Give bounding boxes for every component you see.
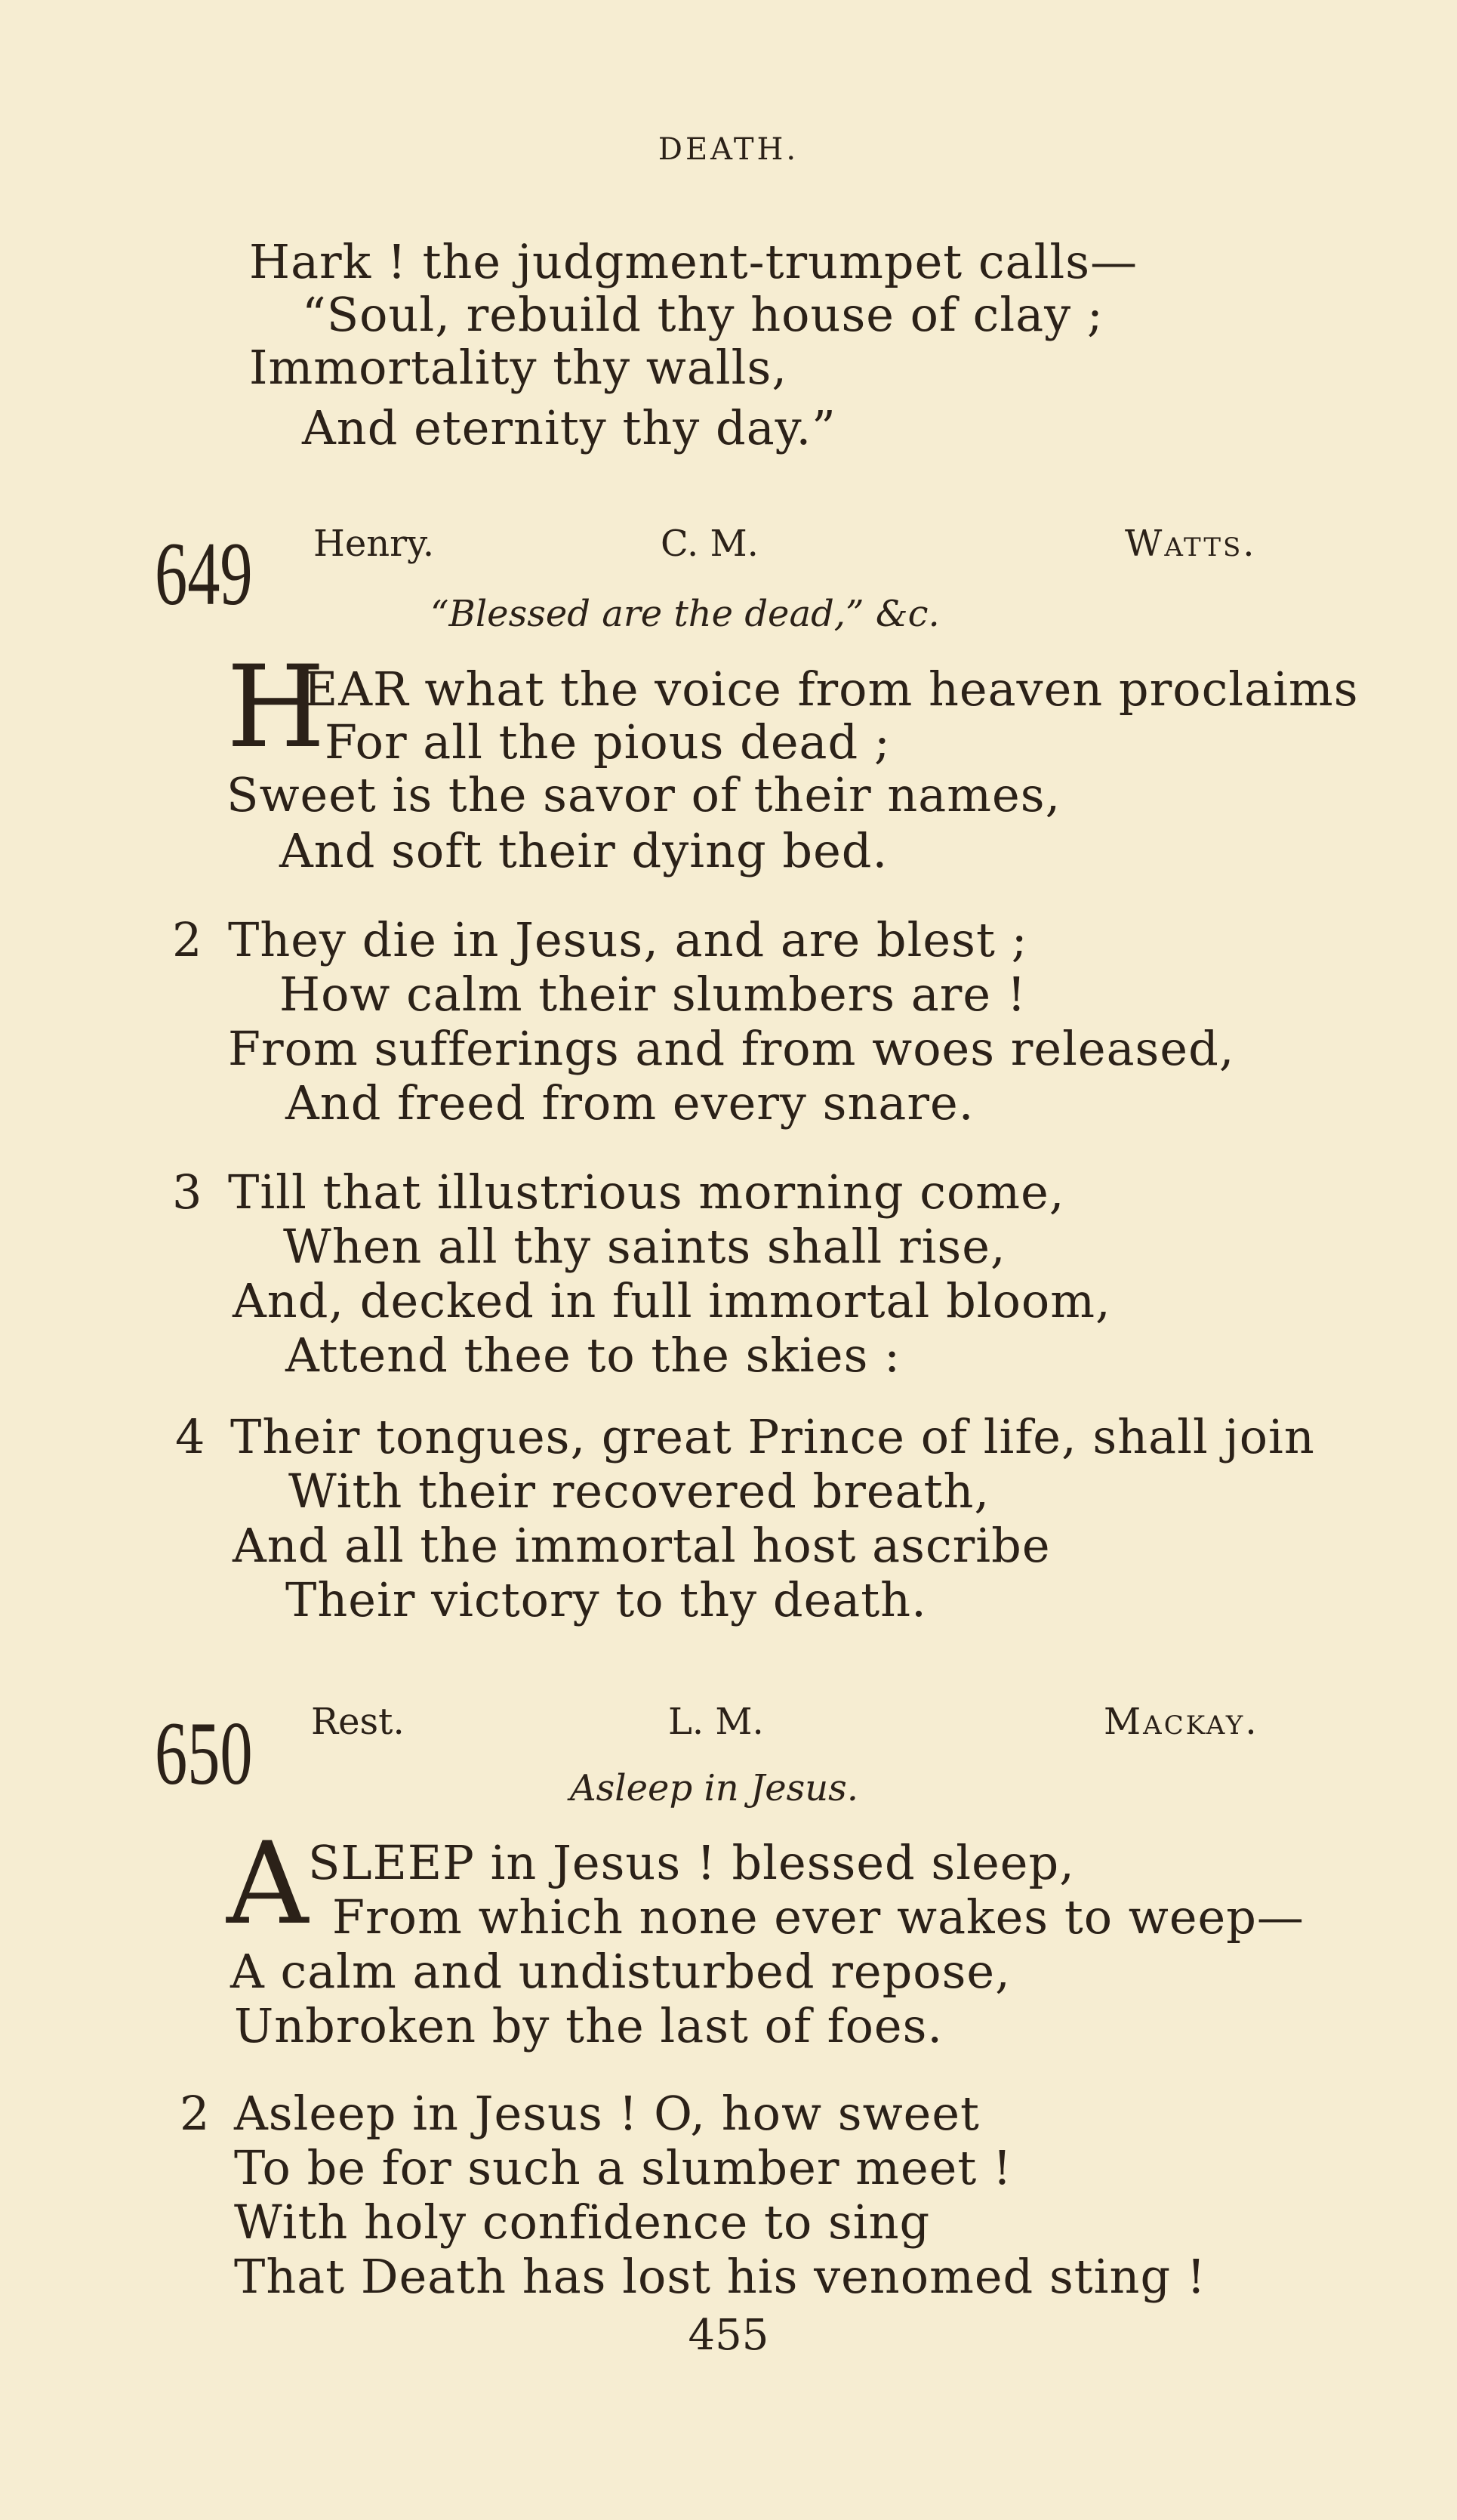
hymn-subtitle: Asleep in Jesus. [570,1767,859,1809]
author: Mackay. [1104,1701,1259,1743]
verse-line: Sweet is the savor of their names, [226,767,1061,822]
verse-line: Unbroken by the last of foes. [234,1998,944,2053]
verse-line: With their recovered breath, [288,1464,990,1519]
verse-number: 2 [180,2086,210,2141]
verse-line: For all the pious dead ; [325,714,891,770]
verse-line: Till that illustrious morning come, [228,1164,1065,1220]
verse-line: Immortality thy walls, [249,340,788,395]
verse-line: “Soul, rebuild thy house of clay ; [302,287,1104,342]
verse-line: SLEEP in Jesus ! blessed sleep, [308,1835,1075,1890]
verse-line: And eternity thy day.” [302,400,836,455]
verse-line: Their tongues, great Prince of life, shall join [230,1409,1315,1464]
verse-number: 2 [172,912,202,967]
tune-name: Henry. [313,523,435,565]
drop-cap: A [226,1818,309,1950]
verse-line: And, decked in full immortal bloom, [233,1273,1111,1328]
verse-line: That Death has lost his venomed sting ! [234,2249,1206,2304]
verse-line: From sufferings and from woes released, [228,1021,1235,1076]
page-number: 455 [688,2311,769,2360]
verse-line: And all the immortal host ascribe [233,1518,1051,1573]
meter: L. M. [668,1701,764,1743]
verse-line: EAR what the voice from heaven proclaims [303,662,1359,717]
verse-line: Their victory to thy death. [285,1572,927,1627]
section-header: DEATH. [658,132,799,167]
verse-number: 4 [175,1409,205,1464]
verse-line: And soft their dying bed. [279,823,889,878]
verse-line: With holy confidence to sing [234,2195,931,2250]
hymn-number: 650 [155,1703,253,1803]
verse-line: Attend thee to the skies : [285,1328,901,1383]
author: Watts. [1125,523,1257,565]
hymn-number: 649 [155,523,253,624]
verse-line: Asleep in Jesus ! O, how sweet [234,2086,980,2141]
verse-line: Hark ! the judgment-trumpet calls— [249,234,1138,289]
verse-number: 3 [172,1164,202,1220]
verse-line: And freed from every snare. [285,1075,975,1130]
verse-line: When all thy saints shall rise, [283,1219,1006,1274]
verse-line: To be for such a slumber meet ! [234,2140,1012,2195]
tune-name: Rest. [311,1701,405,1743]
verse-line: They die in Jesus, and are blest ; [228,912,1028,967]
hymn-subtitle: “Blessed are the dead,” &c. [430,593,940,635]
drop-cap: H [226,642,325,773]
meter: C. M. [661,523,759,565]
verse-line: A calm and undisturbed repose, [230,1944,1011,1999]
verse-line: How calm their slumbers are ! [279,967,1027,1022]
verse-line: From which none ever wakes to weep— [332,1889,1305,1945]
